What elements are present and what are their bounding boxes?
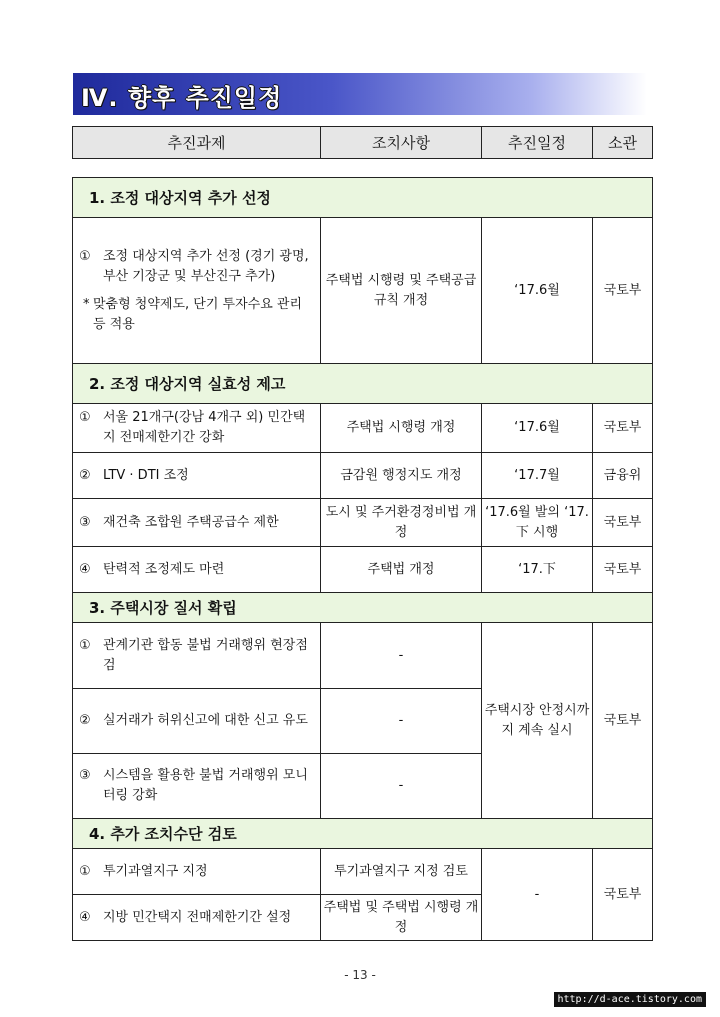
header-row — [73, 127, 653, 159]
table-row — [73, 547, 653, 593]
item-number: ④ — [79, 561, 91, 577]
section-heading: 1. 조정 대상지역 추가 선정 — [73, 178, 653, 218]
dept-cell: 금융위 — [593, 453, 653, 499]
task-text: 실거래가 허위신고에 대한 신고 유도 — [103, 713, 308, 728]
dept-cell: 국토부 — [593, 404, 653, 453]
action-cell: 주택법 개정 — [321, 547, 482, 593]
item-number: ③ — [79, 768, 91, 783]
header-task: 추진과제 — [73, 127, 321, 159]
section-heading: 2. 조정 대상지역 실효성 제고 — [73, 364, 653, 404]
section-heading: 4. 추가 조치수단 검토 — [73, 819, 653, 849]
task-text: 서울 21개구(강남 4개구 외) 민간택지 전매제한기간 강화 — [103, 410, 306, 445]
schedule-cell: ‘17.6월 — [482, 218, 593, 364]
item-number: ① — [79, 248, 91, 264]
action-cell: 금감원 행정지도 개정 — [321, 453, 482, 499]
section-row — [73, 593, 653, 623]
dept-cell: 국토부 — [593, 218, 653, 364]
item-number: ③ — [79, 514, 91, 530]
task-text: 조정 대상지역 추가 선정 (경기 광명, 부산 기장군 및 부산진구 추가) — [103, 248, 309, 284]
task-text: 관계기관 합동 불법 거래행위 현장점검 — [103, 637, 308, 673]
action-cell: 주택법 시행령 개정 — [321, 404, 482, 453]
task-text: 투기과열지구 지정 — [103, 863, 208, 879]
task-cell — [73, 754, 321, 819]
header-dept: 소관 — [593, 127, 653, 159]
task-text: 탄력적 조정제도 마련 — [103, 561, 225, 577]
table-row — [73, 453, 653, 499]
task-cell — [73, 623, 321, 689]
schedule-cell: ‘17.6월 — [482, 404, 593, 453]
section-heading: 3. 주택시장 질서 확립 — [73, 593, 653, 623]
task-cell — [73, 404, 321, 453]
section-row — [73, 178, 653, 218]
task-text: 재건축 조합원 주택공급수 제한 — [103, 514, 279, 530]
schedule-header-table — [72, 126, 653, 159]
action-cell: 도시 및 주거환경정비법 개정 — [321, 499, 482, 547]
schedule-cell: 주택시장 안정시까지 계속 실시 — [482, 623, 593, 819]
task-cell — [73, 895, 321, 941]
item-number: ① — [79, 637, 91, 653]
table-row — [73, 623, 653, 689]
note-marker: * — [83, 296, 90, 312]
action-cell: 주택법 시행령 및 주택공급규칙 개정 — [321, 218, 482, 364]
action-cell: - — [321, 689, 482, 754]
schedule-cell: ‘17.下 — [482, 547, 593, 593]
page-number: - 13 - — [344, 968, 376, 982]
schedule-cell: ‘17.6월 발의 ‘17.下 시행 — [482, 499, 593, 547]
dept-cell: 국토부 — [593, 849, 653, 941]
item-number: ① — [79, 410, 91, 425]
dept-cell: 국토부 — [593, 623, 653, 819]
task-cell — [73, 453, 321, 499]
task-text: 지방 민간택지 전매제한기간 설정 — [103, 909, 292, 925]
task-note: 맞춤형 청약제도, 단기 투자수요 관리 등 적용 — [93, 296, 303, 332]
section-title-bar — [73, 73, 647, 115]
watermark: http://d-ace.tistory.com — [554, 992, 707, 1007]
task-cell — [73, 499, 321, 547]
task-cell — [73, 547, 321, 593]
table-row — [73, 849, 653, 895]
item-number: ② — [79, 467, 91, 483]
action-cell: - — [321, 754, 482, 819]
action-cell: - — [321, 623, 482, 689]
table-row — [73, 404, 653, 453]
section-row — [73, 364, 653, 404]
header-action: 조치사항 — [321, 127, 482, 159]
item-number: ② — [79, 713, 91, 728]
dept-cell: 국토부 — [593, 547, 653, 593]
table-row — [73, 499, 653, 547]
item-number: ① — [79, 863, 91, 879]
section-title: Ⅳ. 향후 추진일정 — [81, 84, 283, 112]
header-schedule: 추진일정 — [482, 127, 593, 159]
task-cell — [73, 218, 321, 364]
task-cell — [73, 689, 321, 754]
item-number: ④ — [79, 909, 91, 925]
schedule-table — [72, 177, 653, 941]
task-text: 시스템을 활용한 불법 거래행위 모니터링 강화 — [103, 768, 308, 803]
dept-cell: 국토부 — [593, 499, 653, 547]
task-text: LTV · DTI 조정 — [103, 467, 189, 483]
action-cell: 투기과열지구 지정 검토 — [321, 849, 482, 895]
action-cell: 주택법 및 주택법 시행령 개정 — [321, 895, 482, 941]
schedule-cell: ‘17.7월 — [482, 453, 593, 499]
table-row — [73, 218, 653, 364]
section-row — [73, 819, 653, 849]
schedule-cell: - — [482, 849, 593, 941]
task-cell — [73, 849, 321, 895]
